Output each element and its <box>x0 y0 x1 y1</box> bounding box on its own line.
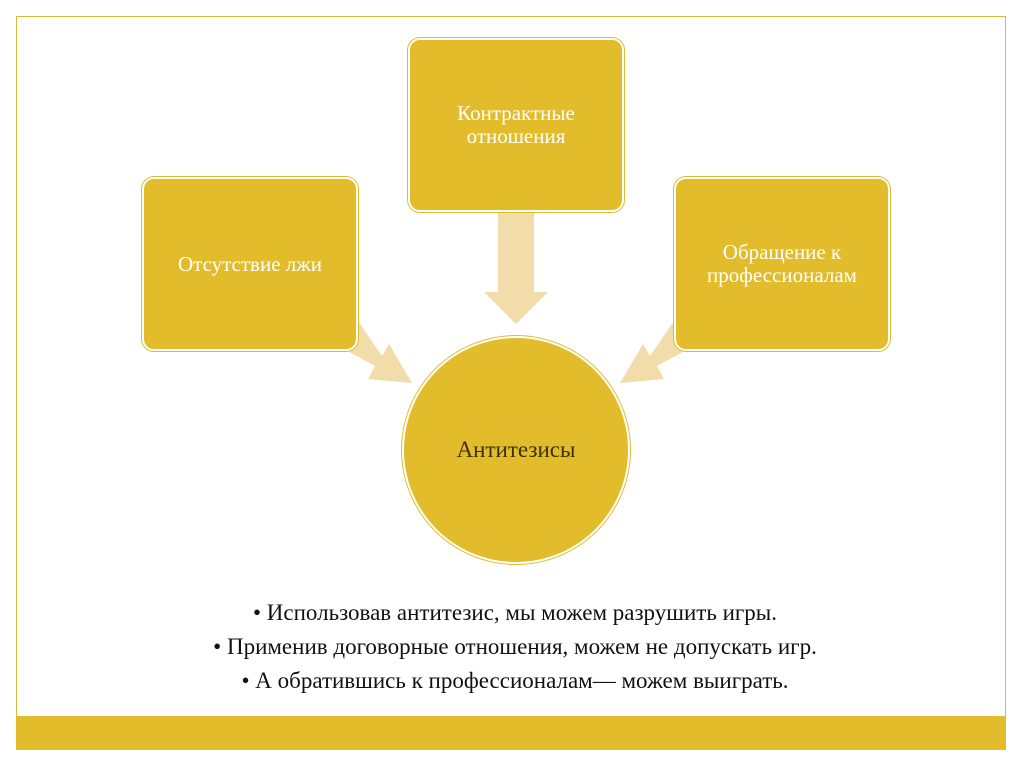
node-no-lies-label: Отсутствие лжи <box>177 251 323 276</box>
bullet-item: • Использовав антитезис, мы можем разрушить игры. <box>252 600 778 625</box>
node-professionals-label: Обращение к профессионалам <box>707 240 857 287</box>
center-node-label: Антитезисы <box>456 437 576 462</box>
bullet-item: • Применив договорные отношения, можем не допускать игр. <box>213 634 817 659</box>
node-contract-relations-label: Контрактные отношения <box>457 101 575 148</box>
node-professionals <box>674 177 890 351</box>
arrow-top-to-center <box>484 212 548 324</box>
bullet-item: • А обратившись к профессионалам— можем выиграть. <box>241 668 789 693</box>
node-contract-relations <box>408 38 624 212</box>
node-no-lies <box>142 177 358 351</box>
bottom-accent-band <box>16 716 1006 750</box>
center-node-antitheses <box>402 336 630 564</box>
bullet-list <box>120 596 910 698</box>
